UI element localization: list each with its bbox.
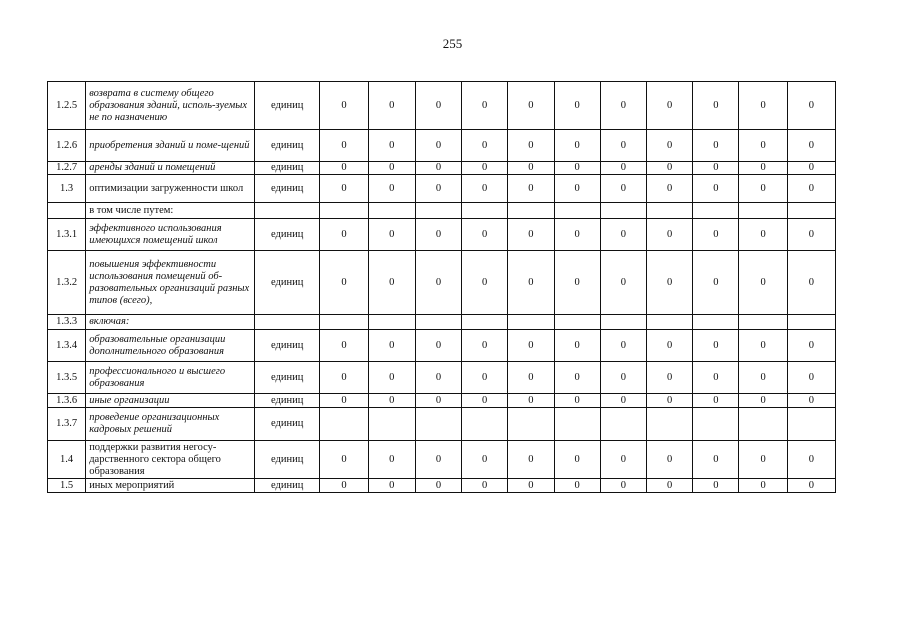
- row-value: 0: [647, 130, 693, 162]
- row-value: [739, 408, 787, 441]
- row-value: 0: [368, 251, 415, 315]
- row-value: 0: [787, 394, 835, 408]
- row-value: [462, 408, 508, 441]
- row-unit: [255, 203, 320, 219]
- row-value: 0: [554, 251, 600, 315]
- row-value: 0: [415, 219, 461, 251]
- row-value: 0: [647, 479, 693, 493]
- row-value: 0: [787, 82, 835, 130]
- row-value: 0: [368, 82, 415, 130]
- row-code: 1.2.6: [48, 130, 86, 162]
- row-value: [462, 203, 508, 219]
- row-unit: единиц: [255, 162, 320, 175]
- row-value: 0: [415, 162, 461, 175]
- row-value: [368, 203, 415, 219]
- row-value: 0: [462, 219, 508, 251]
- row-unit: единиц: [255, 441, 320, 479]
- row-value: 0: [462, 362, 508, 394]
- table-row: [48, 362, 836, 394]
- row-value: 0: [787, 251, 835, 315]
- row-code: 1.3.6: [48, 394, 86, 408]
- row-value: [508, 408, 554, 441]
- table-row: [48, 130, 836, 162]
- row-value: 0: [368, 330, 415, 362]
- row-value: 0: [554, 330, 600, 362]
- row-description: образовательные организации дополнительного образования: [86, 330, 255, 362]
- row-value: 0: [554, 479, 600, 493]
- row-value: 0: [600, 219, 646, 251]
- row-value: 0: [693, 175, 739, 203]
- row-value: 0: [415, 330, 461, 362]
- row-value: [693, 408, 739, 441]
- row-value: [693, 315, 739, 330]
- table-row: [48, 251, 836, 315]
- row-value: 0: [415, 175, 461, 203]
- row-value: 0: [600, 362, 646, 394]
- table-row: [48, 330, 836, 362]
- row-value: 0: [508, 330, 554, 362]
- row-value: 0: [554, 130, 600, 162]
- row-value: 0: [508, 175, 554, 203]
- row-value: 0: [693, 479, 739, 493]
- row-value: 0: [320, 362, 368, 394]
- row-value: 0: [600, 441, 646, 479]
- row-value: 0: [647, 219, 693, 251]
- row-description: оптимизации загруженности школ: [86, 175, 255, 203]
- row-value: 0: [554, 362, 600, 394]
- row-value: 0: [647, 251, 693, 315]
- row-value: 0: [693, 251, 739, 315]
- row-value: [787, 408, 835, 441]
- row-value: [739, 315, 787, 330]
- row-description: аренды зданий и помещений: [86, 162, 255, 175]
- row-value: [739, 203, 787, 219]
- row-unit: единиц: [255, 330, 320, 362]
- row-value: 0: [693, 82, 739, 130]
- row-value: 0: [739, 175, 787, 203]
- row-value: [647, 315, 693, 330]
- table-row: [48, 203, 836, 219]
- row-value: [600, 315, 646, 330]
- row-value: 0: [554, 394, 600, 408]
- row-unit: единиц: [255, 251, 320, 315]
- row-value: 0: [415, 82, 461, 130]
- row-value: 0: [787, 130, 835, 162]
- row-code: 1.3.4: [48, 330, 86, 362]
- row-value: [647, 408, 693, 441]
- row-description: эффективного использования имеющихся помещений школ: [86, 219, 255, 251]
- row-value: [320, 408, 368, 441]
- row-value: 0: [368, 479, 415, 493]
- row-code: 1.3.7: [48, 408, 86, 441]
- row-value: 0: [787, 330, 835, 362]
- row-value: 0: [508, 394, 554, 408]
- row-value: [787, 315, 835, 330]
- row-value: [647, 203, 693, 219]
- row-value: 0: [320, 82, 368, 130]
- row-value: 0: [508, 251, 554, 315]
- row-value: 0: [415, 441, 461, 479]
- row-code: 1.3: [48, 175, 86, 203]
- row-value: 0: [647, 362, 693, 394]
- row-value: 0: [600, 130, 646, 162]
- row-code: [48, 203, 86, 219]
- row-value: 0: [787, 175, 835, 203]
- row-value: 0: [320, 175, 368, 203]
- row-value: 0: [320, 479, 368, 493]
- row-value: 0: [320, 441, 368, 479]
- row-code: 1.5: [48, 479, 86, 493]
- row-value: [508, 315, 554, 330]
- row-value: 0: [600, 175, 646, 203]
- row-value: 0: [554, 441, 600, 479]
- row-value: 0: [415, 479, 461, 493]
- row-unit: единиц: [255, 362, 320, 394]
- row-value: 0: [693, 219, 739, 251]
- row-value: 0: [462, 82, 508, 130]
- row-value: 0: [508, 219, 554, 251]
- row-value: 0: [739, 394, 787, 408]
- table-row: [48, 394, 836, 408]
- row-value: 0: [368, 362, 415, 394]
- row-unit: единиц: [255, 82, 320, 130]
- row-value: 0: [462, 162, 508, 175]
- table-row: [48, 175, 836, 203]
- row-value: 0: [508, 479, 554, 493]
- row-value: [368, 315, 415, 330]
- row-code: 1.3.2: [48, 251, 86, 315]
- row-value: [693, 203, 739, 219]
- row-value: 0: [739, 362, 787, 394]
- row-value: 0: [787, 362, 835, 394]
- row-value: 0: [320, 130, 368, 162]
- row-value: 0: [739, 330, 787, 362]
- row-value: 0: [787, 479, 835, 493]
- row-value: 0: [739, 479, 787, 493]
- row-value: 0: [787, 441, 835, 479]
- row-value: 0: [647, 82, 693, 130]
- row-value: 0: [739, 130, 787, 162]
- row-description: иные организации: [86, 394, 255, 408]
- row-value: 0: [462, 175, 508, 203]
- row-value: [554, 203, 600, 219]
- row-value: 0: [600, 394, 646, 408]
- row-value: 0: [693, 330, 739, 362]
- row-value: 0: [462, 251, 508, 315]
- row-value: 0: [739, 441, 787, 479]
- row-description: поддержки развития негосу-дарственного сектора общего образования: [86, 441, 255, 479]
- row-value: 0: [693, 162, 739, 175]
- row-code: 1.3.1: [48, 219, 86, 251]
- row-value: 0: [647, 441, 693, 479]
- table-row: [48, 408, 836, 441]
- row-code: 1.3.5: [48, 362, 86, 394]
- row-unit: единиц: [255, 219, 320, 251]
- row-value: 0: [600, 162, 646, 175]
- table-row: [48, 219, 836, 251]
- row-description: приобретения зданий и поме-щений: [86, 130, 255, 162]
- row-value: 0: [647, 162, 693, 175]
- row-value: 0: [320, 394, 368, 408]
- row-value: 0: [415, 251, 461, 315]
- row-value: 0: [554, 162, 600, 175]
- row-value: 0: [508, 162, 554, 175]
- row-value: 0: [368, 130, 415, 162]
- row-value: 0: [462, 441, 508, 479]
- report-table: [47, 81, 836, 493]
- row-unit: единиц: [255, 394, 320, 408]
- row-description: включая:: [86, 315, 255, 330]
- row-value: [368, 408, 415, 441]
- row-value: 0: [739, 162, 787, 175]
- row-value: 0: [320, 251, 368, 315]
- row-value: 0: [415, 394, 461, 408]
- row-value: 0: [600, 82, 646, 130]
- row-value: 0: [554, 175, 600, 203]
- row-value: 0: [368, 162, 415, 175]
- row-value: 0: [693, 441, 739, 479]
- row-value: [600, 203, 646, 219]
- row-value: 0: [647, 394, 693, 408]
- row-unit: единиц: [255, 130, 320, 162]
- row-value: [554, 315, 600, 330]
- row-description: профессионального и высшего образования: [86, 362, 255, 394]
- row-unit: единиц: [255, 408, 320, 441]
- row-value: [415, 315, 461, 330]
- table-row: [48, 162, 836, 175]
- row-value: 0: [600, 479, 646, 493]
- row-value: 0: [462, 479, 508, 493]
- row-description: в том числе путем:: [86, 203, 255, 219]
- row-unit: единиц: [255, 479, 320, 493]
- row-value: 0: [693, 362, 739, 394]
- row-value: 0: [320, 219, 368, 251]
- row-description: повышения эффективности использования помещений об-разовательных организаций разных типов (всего),: [86, 251, 255, 315]
- row-code: 1.4: [48, 441, 86, 479]
- table-body: [48, 82, 836, 493]
- row-description: иных мероприятий: [86, 479, 255, 493]
- row-value: 0: [462, 130, 508, 162]
- page-number: 255: [442, 36, 463, 51]
- row-value: 0: [647, 330, 693, 362]
- row-value: 0: [508, 362, 554, 394]
- row-value: 0: [693, 130, 739, 162]
- row-value: 0: [554, 82, 600, 130]
- row-value: 0: [462, 330, 508, 362]
- row-value: 0: [739, 219, 787, 251]
- row-value: 0: [739, 251, 787, 315]
- table-row: [48, 315, 836, 330]
- row-value: [554, 408, 600, 441]
- row-description: проведение организационных кадровых решений: [86, 408, 255, 441]
- row-value: 0: [508, 441, 554, 479]
- row-value: 0: [554, 219, 600, 251]
- row-unit: единиц: [255, 175, 320, 203]
- row-value: 0: [415, 130, 461, 162]
- row-value: 0: [508, 82, 554, 130]
- table-row: [48, 479, 836, 493]
- row-value: [508, 203, 554, 219]
- row-value: 0: [368, 175, 415, 203]
- row-code: 1.2.5: [48, 82, 86, 130]
- row-value: 0: [320, 162, 368, 175]
- row-code: 1.3.3: [48, 315, 86, 330]
- row-value: 0: [415, 362, 461, 394]
- row-value: 0: [368, 394, 415, 408]
- row-value: 0: [693, 394, 739, 408]
- row-value: [320, 315, 368, 330]
- row-value: [462, 315, 508, 330]
- row-description: возврата в систему общего образования зданий, исполь-зуемых не по назначению: [86, 82, 255, 130]
- table-row: [48, 82, 836, 130]
- row-value: [415, 203, 461, 219]
- row-value: [600, 408, 646, 441]
- row-value: 0: [787, 219, 835, 251]
- row-value: 0: [787, 162, 835, 175]
- table-row: [48, 441, 836, 479]
- row-value: 0: [508, 130, 554, 162]
- row-value: 0: [368, 441, 415, 479]
- row-value: 0: [600, 251, 646, 315]
- row-unit: [255, 315, 320, 330]
- row-value: 0: [462, 394, 508, 408]
- row-value: [320, 203, 368, 219]
- row-value: 0: [600, 330, 646, 362]
- row-value: [787, 203, 835, 219]
- row-value: 0: [739, 82, 787, 130]
- row-code: 1.2.7: [48, 162, 86, 175]
- row-value: 0: [647, 175, 693, 203]
- row-value: 0: [320, 330, 368, 362]
- row-value: 0: [368, 219, 415, 251]
- row-value: [415, 408, 461, 441]
